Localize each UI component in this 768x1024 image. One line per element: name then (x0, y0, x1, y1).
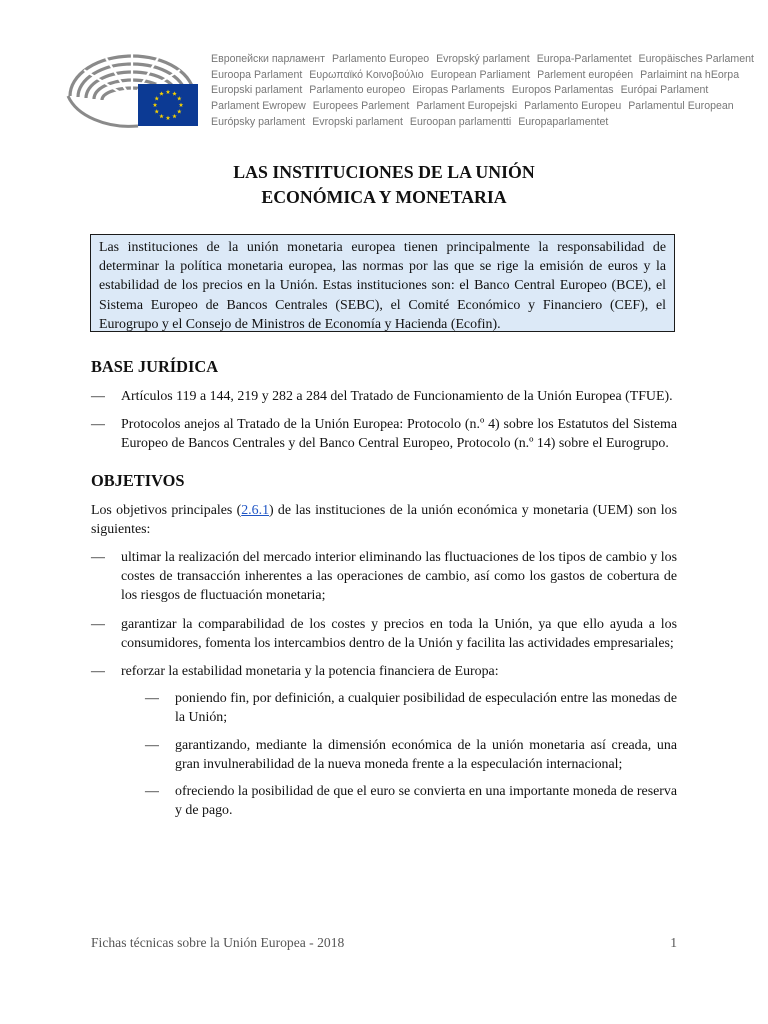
dash-bullet: — (145, 691, 159, 707)
dash-bullet: — (91, 550, 105, 566)
language-name: European Parliament (430, 68, 531, 81)
language-name: Parlamento Europeo (331, 53, 430, 65)
objectives-heading: OBJETIVOS (91, 470, 185, 490)
language-row (211, 68, 740, 84)
sub-list-item: — poniendo fin, por definición, a cualquier posibilidad de especulación entre las monedas de la Unión; (145, 689, 677, 727)
language-name: Europski parlament (211, 84, 303, 97)
dash-bullet: — (91, 417, 105, 433)
language-name: Európai Parlament (620, 84, 709, 97)
language-name: Eiropas Parlaments (412, 84, 505, 97)
objectives-sublist (91, 689, 677, 820)
sub-list-item: — ofreciendo la posibilidad de que el euro se convierta en una importante moneda de reserva y de pago. (145, 782, 677, 820)
dash-bullet: — (91, 389, 105, 404)
language-name: Europäisches Parlament (638, 53, 754, 65)
sub-list-item: — garantizando, mediante la dimensión económica de la unión monetaria así creada, una gran invulnerabilidad de la nueva moneda frente a la especulación internacional; (145, 736, 677, 774)
language-name: Parlement européen (537, 68, 634, 81)
language-row (211, 99, 734, 115)
language-row (211, 83, 711, 99)
legal-basis-list (91, 387, 677, 454)
list-item: — ultimar la realización del mercado interior eliminando las fluctuaciones de los tipos de cambio y los costes de transacción inherentes a las operaciones de cambio, así como los gastos de cobertura de los riesgos de fluctuación monetaria; (91, 548, 677, 606)
page-footer (91, 935, 677, 951)
language-name: Europaparlamentet (518, 115, 609, 128)
language-name: Europa-Parlamentet (536, 53, 632, 65)
language-row (211, 115, 711, 131)
document-title: LAS INSTITUCIONES DE LA UNIÓN ECONÓMICA Y MONETARIA (233, 162, 535, 207)
summary-box: Las instituciones de la unión monetaria europea tienen principalmente la responsabilidad de determinar la política monetaria europea, las normas por las que se rige la emisión de euros y la estabilidad de los precios en la Unión. Estas instituciones son: el Banco Central Europeo (BCE), el Sistema Europeo de Bancos Centrales (SEBC), el Comité Económico y Financiero (CEF), el Eurogrupo y el Consejo de Ministros de Economía y Hacienda (Ecofin). (90, 234, 675, 332)
list-item: — Protocolos anejos al Tratado de la Unión Europea: Protocolo (n.º 4) sobre los Estatutos del Sistema Europeo de Bancos Centrales y del Banco Central Europeo, Protocolo (n.º 14) sobre el Eurogrupo. (91, 415, 677, 453)
language-name: Evropský parlament (436, 53, 530, 65)
list-item: — reforzar la estabilidad monetaria y la potencia financiera de Europa: (91, 662, 677, 681)
language-name: Parlament Ewropew (211, 100, 306, 113)
language-name: Parlamento europeo (309, 84, 406, 97)
reference-link[interactable]: 2.6.1 (241, 502, 270, 518)
list-item: — Artículos 119 a 144, 219 y 282 a 284 del Tratado de Funcionamiento de la Unión Europea (TFUE). (91, 387, 677, 406)
list-item: — garantizar la comparabilidad de los costes y precios en toda la Unión, ya que ello ayuda a los consumidores, fomenta los intercambios dentro de la Unión y facilita las actividades empresariales; (91, 615, 677, 653)
language-name: Parlament Europejski (416, 100, 518, 113)
main-content (91, 356, 677, 820)
dash-bullet: — (145, 737, 159, 753)
dash-bullet: — (145, 784, 159, 800)
language-name: Parlamentul European (628, 100, 734, 113)
language-list (211, 52, 754, 130)
objectives-intro: Los objetivos principales (2.6.1) de las instituciones de la unión económica y monetaria (UEM) son los siguientes: (91, 502, 677, 537)
language-name: Ευρωπαϊκό Κοινοβούλιο (309, 68, 424, 81)
language-name: Europos Parlamentas (511, 84, 614, 97)
dash-bullet: — (91, 664, 105, 680)
page-number: 1 (670, 935, 677, 950)
language-name: Parlamento Europeu (524, 100, 622, 113)
language-name: Европейски парламент (211, 53, 325, 65)
language-name: Euroopa Parlament (211, 68, 303, 81)
language-row (211, 52, 754, 68)
footer-text: Fichas técnicas sobre la Unión Europea - 2018 (91, 935, 345, 950)
language-name: Europees Parlement (312, 100, 410, 113)
objectives-list (91, 548, 677, 820)
legal-basis-heading: BASE JURÍDICA (91, 357, 219, 376)
language-name: Evropski parlament (312, 115, 403, 128)
european-parliament-logo (64, 48, 200, 128)
page-header (64, 44, 754, 132)
language-name: Európsky parlament (211, 115, 306, 128)
language-name: Euroopan parlamentti (409, 115, 512, 128)
language-name: Parlaimint na hEorpa (640, 68, 740, 81)
dash-bullet: — (91, 616, 105, 632)
